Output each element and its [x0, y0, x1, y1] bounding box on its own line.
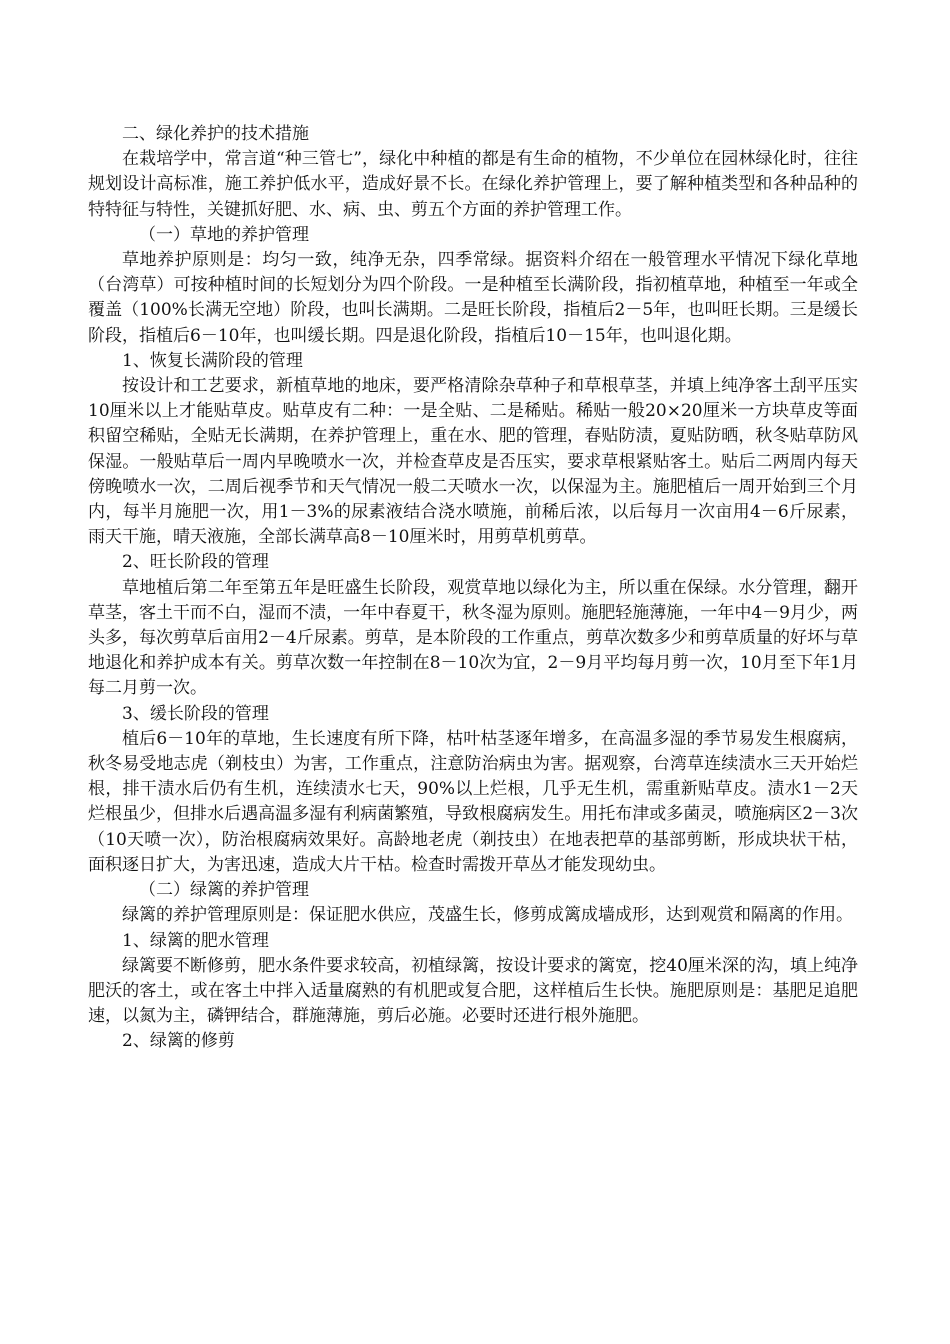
hedge1-heading: 1、绿篱的肥水管理 [122, 930, 269, 951]
part2-heading: （二）绿篱的养护管理 [139, 880, 309, 901]
hedge2-heading: 2、绿篱的修剪 [122, 1031, 235, 1052]
stage2-paragraph: 草地植后第二年至第五年是旺盛生长阶段，观赏草地以绿化为主，所以重在保绿。水分管理，翻开草茎，客土干而不白，湿而不渍，一年中春夏干，秋冬湿为原则。施肥轻施薄施，一年中4－9月少，两头多，每次剪草后亩用2－4斤尿素。剪草，是本阶段的工作重点，剪草次数多少和剪草质量的好坏与草地退化和养护成本有关。剪草次数一年控制在8－10次为宜，2－9月平均每月剪一次，10月至下年1月每二月剪一次。 [88, 577, 858, 699]
section-title: 二、绿化养护的技术措施 [122, 124, 309, 144]
stage1-heading: 1、恢复长满阶段的管理 [122, 350, 303, 371]
hedge1-paragraph: 绿篱要不断修剪，肥水条件要求较高，初植绿篱，按设计要求的篱宽，挖40厘米深的沟，填上纯净肥沃的客土，或在客土中拌入适量腐熟的有机肥或复合肥，这样植后生长快。施肥原则是：基肥足追肥速，以氮为主，磷钾结合，群施薄施，剪后必施。必要时还进行根外施肥。 [88, 955, 858, 1027]
part1-intro-paragraph: 草地养护原则是：均匀一致，纯净无杂，四季常绿。据资料介绍在一般管理水平情况下绿化草地（台湾草）可按种植时间的长短划分为四个阶段。一是种植至长满阶段，指初植草地，种植至一年或全覆盖（100%长满无空地）阶段，也叫长满期。二是旺长阶段，指植后2－5年，也叫旺长期。三是缓长阶段，指植后6－10年，也叫缓长期。四是退化阶段，指植后10－15年，也叫退化期。 [88, 250, 858, 346]
part1-heading: （一）草地的养护管理 [139, 224, 309, 245]
stage3-paragraph: 植后6－10年的草地，生长速度有所下降，枯叶枯茎逐年增多，在高温多湿的季节易发生根腐病，秋冬易受地志虎（剃枝虫）为害，工作重点，注意防治病虫为害。据观察，台湾草连续渍水三天开始烂根，排干渍水后仍有生机，连续渍水七天，90%以上烂根，几乎无生机，需重新贴草皮。渍水1－2天烂根虽少，但排水后遇高温多湿有利病菌繁殖，导致根腐病发生。用托布津或多菌灵，喷施病区2－3次（10天喷一次），防治根腐病效果好。高龄地老虎（剃技虫）在地表把草的基部剪断，形成块状干枯，面积逐日扩大，为害迅速，造成大片干枯。检查时需拨开草丛才能发现幼虫。 [88, 728, 858, 875]
part2-intro-paragraph: 绿篱的养护管理原则是：保证肥水供应，茂盛生长，修剪成篱成墙成形，达到观赏和隔离的作用。 [122, 905, 853, 926]
stage2-heading: 2、旺长阶段的管理 [122, 552, 269, 573]
stage1-paragraph: 按设计和工艺要求，新植草地的地床，要严格清除杂草种子和草根草茎，并填上纯净客土刮平压实10厘米以上才能贴草皮。贴草皮有二种：一是全贴、二是稀贴。稀贴一般20×20厘米一方块草皮等面积留空稀贴，全贴无长满期，在养护管理上，重在水、肥的管理，春贴防渍，夏贴防晒，秋冬贴草防风保湿。一般贴草后一周内早晚喷水一次，并检查草皮是否压实，要求草根紧贴客土。贴后二两周内每天傍晚喷水一次，二周后视季节和天气情况一般二天喷水一次，以保湿为主。施肥植后一周开始到三个月内，每半月施肥一次，用1－3%的尿素液结合浇水喷施，前稀后浓，以后每月一次亩用4－6斤尿素，雨天干施，晴天液施，全部长满草高8－10厘米时，用剪草机剪草。 [88, 376, 858, 548]
stage3-heading: 3、缓长阶段的管理 [122, 703, 269, 724]
document-body [88, 122, 858, 1055]
intro-paragraph: 在栽培学中，常言道“种三管七”，绿化中种植的都是有生命的植物，不少单位在园林绿化时，往往规划设计高标准，施工养护低水平，造成好景不长。在绿化养护管理上，要了解种植类型和各种品种的特特征与特性，关键抓好肥、水、病、虫、剪五个方面的养护管理工作。 [88, 149, 858, 220]
